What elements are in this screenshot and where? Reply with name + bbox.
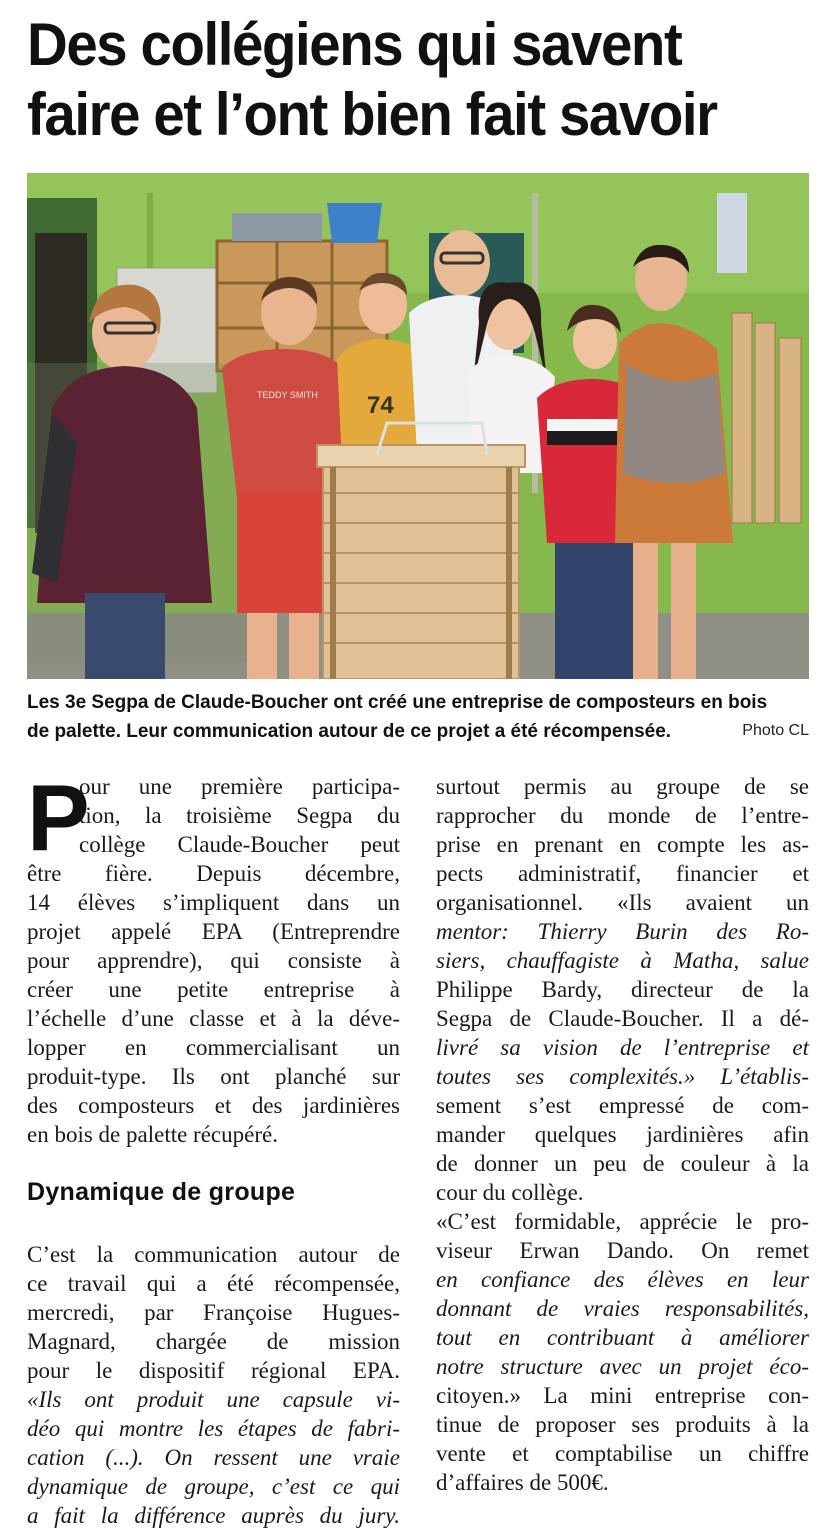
body-line: être fière. Depuis décembre, [27, 861, 400, 886]
body-line: sement s’est empressé de com- [436, 1093, 809, 1118]
body-line: rapprocher du monde de l’entre- [436, 803, 809, 828]
body-line: pour apprendre), qui consiste à [27, 948, 400, 973]
body-line: ce travail qui a été récompensée, [27, 1271, 400, 1296]
body-line: produit-type. Ils ont planché sur [27, 1064, 400, 1089]
body-line: «C’est formidable, apprécie le pro- [436, 1209, 809, 1234]
body-line: créer une petite entreprise à [27, 977, 400, 1002]
body-line: vente et comptabilise un chiffre [436, 1441, 809, 1466]
body-line: mander quelques jardinières afin [436, 1122, 809, 1147]
body-line: déo qui montre les étapes de fabri- [27, 1416, 400, 1441]
body-line: siers, chauffagiste à Matha, salue [436, 948, 809, 973]
drop-cap: P [27, 765, 90, 870]
body-line: dynamique de groupe, c’est ce qui [27, 1474, 400, 1499]
body-line: cour du collège. [436, 1180, 584, 1205]
body-line: des composteurs et des jardinières [27, 1093, 400, 1118]
body-line: collège Claude-Boucher peut [79, 832, 400, 857]
article-column-2 [436, 772, 809, 1497]
body-line: organisationnel. «Ils avaient un [436, 890, 809, 915]
body-line: de donner un peu de couleur à la [436, 1151, 809, 1176]
body-line: C’est la communication autour de [27, 1242, 400, 1267]
body-line: viseur Erwan Dando. On remet [436, 1238, 809, 1263]
headline-line-2: faire et l’ont bien fait savoir [27, 81, 717, 148]
body-line: l’échelle d’une classe et à la déve- [27, 1006, 400, 1031]
section-subheading: Dynamique de groupe [27, 1178, 296, 1206]
body-line: 14 élèves s’impliquent dans un [27, 890, 400, 915]
body-line: prise en prenant en compte les as- [436, 832, 809, 857]
caption-line-2: de palette. Leur communication autour de ce projet a été récompensée. [27, 721, 672, 742]
svg-text:74: 74 [367, 392, 394, 419]
body-line: citoyen.» La mini entreprise con- [436, 1383, 809, 1408]
shirt-text: TEDDY SMITH [257, 390, 318, 400]
body-line: notre structure avec un projet éco- [436, 1354, 809, 1379]
headline-line-1: Des collégiens qui savent [27, 11, 682, 78]
caption-line-1: Les 3e Segpa de Claude-Boucher ont créé une entreprise de composteurs en bois [27, 692, 768, 713]
body-line: donnant de vraies responsabilités, [436, 1296, 809, 1321]
article-column-1 [27, 765, 400, 1149]
body-line: tout en contribuant à améliorer [436, 1325, 809, 1350]
body-line: Magnard, chargée de mission [27, 1329, 400, 1354]
body-line: livré sa vision de l’entreprise et [436, 1035, 809, 1060]
body-line: en confiance des élèves en leur [436, 1267, 809, 1292]
article-column-1b [27, 1240, 400, 1530]
body-line: mentor: Thierry Burin des Ro- [436, 919, 809, 944]
photo-caption [27, 688, 809, 746]
article-photo [27, 173, 809, 679]
body-line: Segpa de Claude-Boucher. Il a dé- [436, 1006, 809, 1031]
body-line: projet appelé EPA (Entreprendre [27, 919, 400, 944]
body-line: d’affaires de 500€. [436, 1470, 609, 1495]
body-line: surtout permis au groupe de se [436, 774, 809, 799]
article-headline [27, 10, 770, 150]
body-line: lopper en commercialisant un [27, 1035, 400, 1060]
body-line: «Ils ont produit une capsule vi- [27, 1387, 400, 1412]
photo-credit: Photo CL [742, 722, 809, 739]
body-line: mercredi, par Françoise Hugues- [27, 1300, 400, 1325]
body-line: Philippe Bardy, directeur de la [436, 977, 809, 1002]
body-line: cation (...). On ressent une vraie [27, 1445, 400, 1470]
body-line: a fait la différence auprès du jury. [27, 1503, 400, 1528]
body-line: tion, la troisième Segpa du [79, 803, 400, 828]
body-line: toutes ses complexités.» L’établis- [436, 1064, 809, 1089]
body-line: pects administratif, financier et [436, 861, 809, 886]
photo-illustration [27, 173, 809, 679]
body-line: en bois de palette récupéré. [27, 1122, 278, 1147]
body-line: our une première participa- [79, 774, 400, 799]
body-line: pour le dispositif régional EPA. [27, 1358, 400, 1383]
body-line: tinue de proposer ses produits à la [436, 1412, 809, 1437]
